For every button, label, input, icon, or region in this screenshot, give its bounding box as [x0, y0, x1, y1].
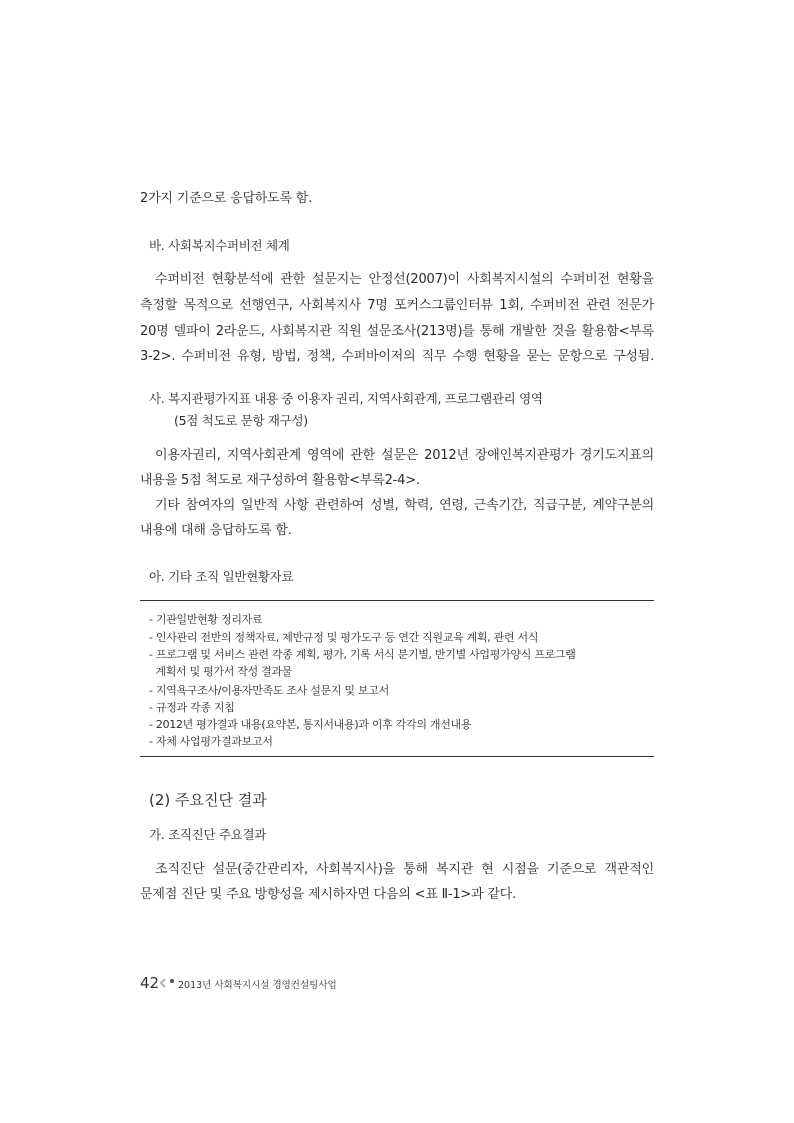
box-item-6: - 규정과 각종 지침: [149, 701, 235, 714]
section-ba-line-2: 측정할 목적으로 선행연구, 사회복지사 7명 포커스그룹인터뷰 1회, 수퍼비전 관련 전문가: [140, 298, 654, 313]
box-bottom-rule: [140, 756, 654, 757]
footer-text: 2013년 사회복지시설 경영컨설팅사업: [178, 980, 337, 991]
section-2-title: (2) 주요진단 결과: [149, 791, 267, 809]
box-item-7: - 2012년 평가결과 내용(요약본, 통지서내용)과 이후 각각의 개선내용: [149, 718, 472, 731]
section-sa-line-1: 이용자권리, 지역사회관계 영역에 관한 설문은 2012년 장애인복지관평가 경기도지표의: [155, 448, 654, 463]
section-2-subheading: 가. 조직진단 주요결과: [149, 827, 266, 842]
page-number: 42: [140, 974, 160, 992]
section-ba-line-4: 3-2>. 수퍼비전 유형, 방법, 정책, 수퍼바이저의 직무 수행 현황을 묻는 문항으로 구성됨.: [140, 349, 654, 364]
box-item-3: - 프로그램 및 서비스 관련 각종 계획, 평가, 기록 서식 분기별, 반기별 사업평가양식 프로그램: [149, 648, 576, 661]
box-item-4: 계획서 및 평가서 작성 결과물: [149, 665, 293, 678]
section-ba-line-1: 수퍼비전 현황분석에 관한 설문지는 안정선(2007)이 사회복지시설의 수퍼비전 현황을: [155, 272, 654, 287]
section-ba-line-3: 20명 델파이 2라운드, 사회복지관 직원 설문조사(213명)를 통해 개발한 것을 활용함<부록: [140, 324, 654, 339]
section-sa-subheading: (5점 척도로 문항 재구성): [174, 413, 308, 428]
section-sa-line-2: 내용을 5점 척도로 재구성하여 활용함<부록2-4>.: [140, 473, 420, 488]
section-ba-heading: 바. 사회복지수퍼비전 체계: [149, 238, 290, 253]
intro-line: 2가지 기준으로 응답하도록 함.: [140, 191, 313, 206]
section-sa-line-4: 내용에 대해 응답하도록 함.: [140, 523, 292, 538]
box-top-rule: [140, 600, 654, 601]
section-sa-line-3: 기타 참여자의 일반적 사항 관련하여 성별, 학력, 연령, 근속기간, 직급구분, 계약구분의: [155, 498, 654, 513]
section-sa-heading: 사. 복지관평가지표 내용 중 이용자 권리, 지역사회관계, 프로그램관리 영역: [149, 391, 543, 406]
box-item-5: - 지역욕구조사/이용자만족도 조사 설문지 및 보고서: [149, 684, 389, 697]
chevron-left-icon: [158, 978, 168, 988]
box-item-2: - 인사관리 전반의 정책자료, 제반규정 및 평가도구 등 연간 직원교육 계획, 관련 서식: [149, 631, 539, 644]
bullet-dot-icon: [170, 979, 174, 983]
box-item-1: - 기관일반현황 정리자료: [149, 613, 263, 626]
box-item-8: - 자체 사업평가결과보고서: [149, 735, 273, 748]
section-2-line-1: 조직진단 설문(중간관리자, 사회복지사)을 통해 복지관 현 시점을 기준으로 객관적인: [155, 862, 654, 877]
section-2-line-2: 문제점 진단 및 주요 방향성을 제시하자면 다음의 <표 Ⅱ-1>과 같다.: [140, 887, 517, 902]
section-a-heading: 아. 기타 조직 일반현황자료: [149, 569, 294, 584]
